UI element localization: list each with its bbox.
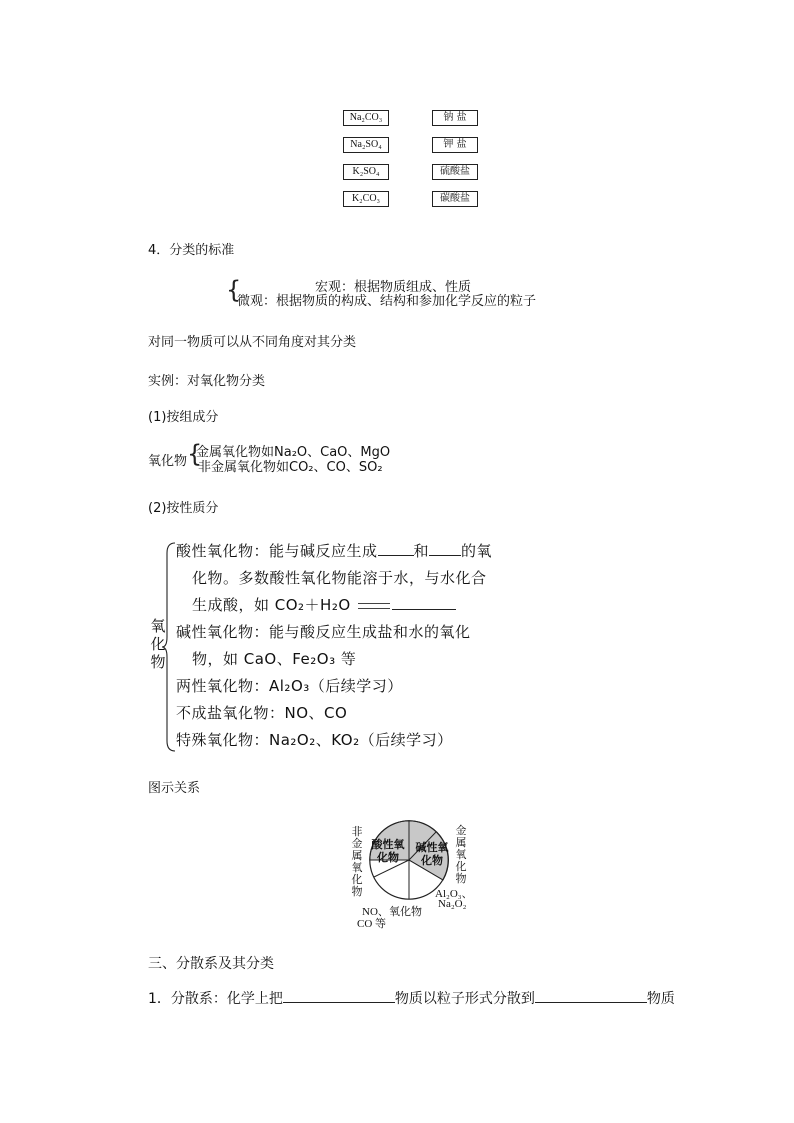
by-prop-root: 氧化物 xyxy=(150,617,166,671)
by-comp-metal: 金属氧化物如Na₂O、CaO、MgO xyxy=(196,445,391,460)
by-prop-brace xyxy=(162,541,176,753)
para-angle: 对同一物质可以从不同角度对其分类 xyxy=(148,335,357,350)
sec4-heading: 4．分类的标准 xyxy=(148,243,235,258)
co-label: CO 等 xyxy=(357,918,387,930)
by-comp-nonmetal: 非金属氧化物如CO₂、CO、SO₂ xyxy=(198,460,383,475)
dispersion-blank-2 xyxy=(535,1002,647,1003)
acid-line-2: 化物。多数酸性氧化物能溶于水，与水化合 xyxy=(192,569,487,587)
by-comp-brace: { xyxy=(187,440,203,468)
match-left-4: K₂CO₃ xyxy=(343,191,389,207)
equals-sign xyxy=(358,603,390,609)
by-prop-heading: (2)按性质分 xyxy=(148,501,219,516)
acid-line-3: 生成酸，如 CO₂＋H₂O xyxy=(192,592,456,619)
match-right-4: 碳酸盐 xyxy=(432,191,478,207)
acid-oxide-label: 酸性氧化物 xyxy=(371,838,405,864)
match-left-3: K₂SO₄ xyxy=(343,164,389,180)
match-right-2: 钾 盐 xyxy=(432,137,478,153)
match-left-1: Na₂CO₃ xyxy=(343,110,389,126)
sec4-macro: 宏观：根据物质组成、性质 xyxy=(315,280,472,295)
special-line: 特殊氧化物：Na₂O₂、KO₂（后续学习） xyxy=(176,731,453,749)
acid-blank-3 xyxy=(392,609,456,610)
amphoteric-line: 两性氧化物：Al₂O₃（后续学习） xyxy=(176,677,403,695)
oxide-label: 氧化物 xyxy=(389,905,422,918)
basic-line-2: 物，如 CaO、Fe₂O₃ 等 xyxy=(192,650,357,668)
acid-line-1: 酸性氧化物：能与碱反应生成 和 的氧 xyxy=(176,542,493,560)
match-right-1: 钠 盐 xyxy=(432,110,478,126)
diagram-heading: 图示关系 xyxy=(148,781,201,796)
match-left-2: Na₂SO₄ xyxy=(343,137,389,153)
sec4-micro: 微观：根据物质的构成、结构和参加化学反应的粒子 xyxy=(237,294,537,309)
basic-oxide-label: 碱性氧化物 xyxy=(415,841,449,867)
non-salt-line: 不成盐氧化物：NO、CO xyxy=(176,704,348,722)
dispersion-line: 1．分散系：化学上把 物质以粒子形式分散到 物质 xyxy=(148,991,675,1007)
para-example: 实例：对氧化物分类 xyxy=(148,374,266,389)
dispersion-blank-1 xyxy=(283,1002,395,1003)
nonmetal-side-label: 非金属氧化物 xyxy=(351,825,363,898)
al-label: Al₂O₃、 xyxy=(435,888,473,900)
by-comp-heading: (1)按组成分 xyxy=(148,410,219,425)
basic-line-1: 碱性氧化物：能与酸反应生成盐和水的氧化 xyxy=(176,623,471,641)
na-label: Na₂O₂ xyxy=(438,898,467,910)
by-comp-root: 氧化物 xyxy=(148,454,188,469)
match-right-3: 硫酸盐 xyxy=(432,164,478,180)
acid-blank-2 xyxy=(429,555,461,556)
metal-side-label: 金属氧化物 xyxy=(455,824,467,885)
section-3-title: 三、分散系及其分类 xyxy=(148,956,274,972)
sec4-brace: { xyxy=(226,276,242,304)
acid-blank-1 xyxy=(378,555,414,556)
no-label: NO、 xyxy=(362,906,389,918)
